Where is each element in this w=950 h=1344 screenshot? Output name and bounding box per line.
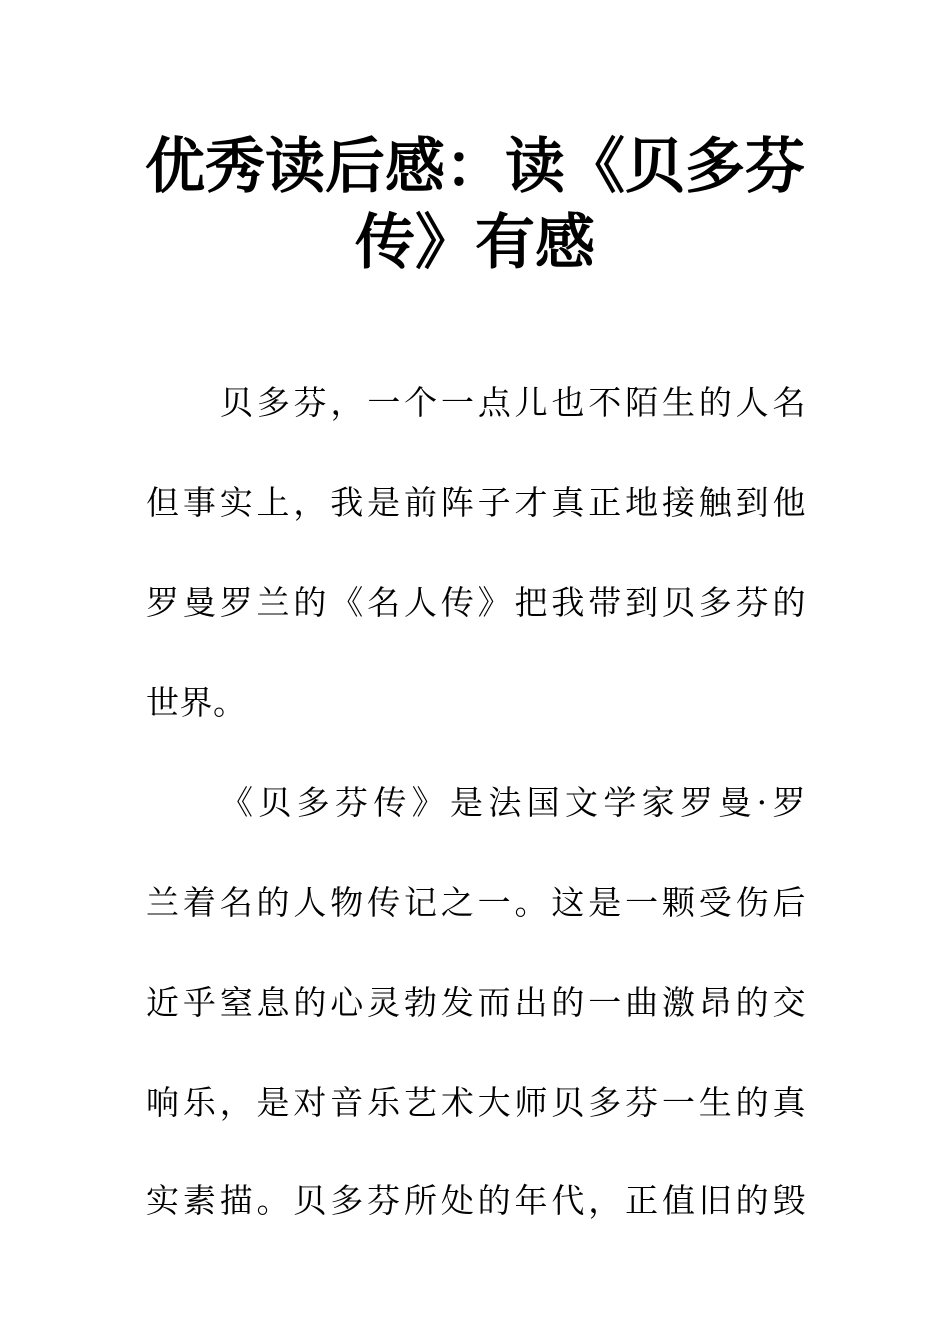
paragraph-2-line-1: 《贝多芬传》是法国文学家罗曼·罗: [220, 783, 806, 822]
paragraph-1-line-2: 但事实上，我是前阵子才真正地接触到他: [146, 483, 806, 522]
document-title-line-2: 传》有感: [355, 208, 595, 278]
paragraph-2-line-2: 兰着名的人物传记之一。这是一颗受伤后: [146, 883, 806, 922]
paragraph-2-line-3: 近乎窒息的心灵勃发而出的一曲激昂的交: [146, 983, 806, 1022]
paragraph-2-line-4: 响乐，是对音乐艺术大师贝多芬一生的真: [146, 1083, 806, 1122]
paragraph-1-line-1: 贝多芬，一个一点儿也不陌生的人名: [220, 383, 806, 422]
document-title-line-1: 优秀读后感：读《贝多芬: [145, 132, 805, 202]
paragraph-1-line-3: 罗曼罗兰的《名人传》把我带到贝多芬的: [146, 583, 806, 622]
paragraph-1-line-4: 世界。: [146, 683, 247, 722]
paragraph-2-line-5: 实素描。贝多芬所处的年代，正值旧的毁: [146, 1181, 806, 1220]
